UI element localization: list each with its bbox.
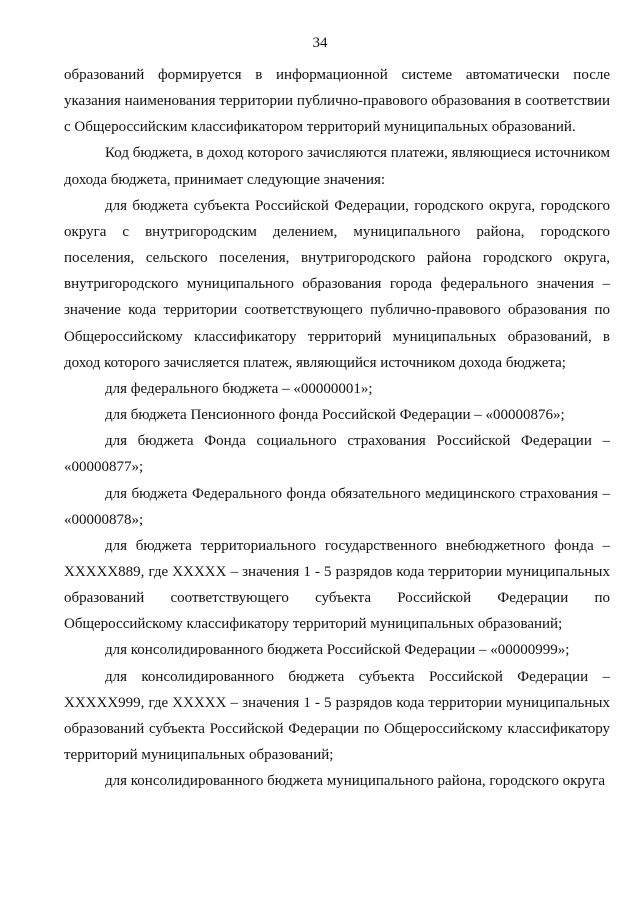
paragraph-federal-budget: для федерального бюджета – «00000001»;	[105, 380, 373, 397]
paragraph-budget-code-intro: Код бюджета, в доход которого зачисляются платежи, являющиеся источником дохода бюджета, принимает следующие значения:	[64, 145, 610, 188]
paragraph-consolidated-municipal: для консолидированного бюджета муниципального района, городского округа	[105, 773, 606, 790]
paragraph-medical-insurance-fund: для бюджета Федерального фонда обязательного медицинского страхования – «00000878»;	[64, 485, 610, 528]
paragraph-continuation: образований формируется в информационной системе автоматически после указания наименования территории публично-правового образования в соответствии с Общероссийским классификатором территорий муниципальных образований.	[64, 67, 610, 136]
page-number: 34	[312, 35, 328, 51]
paragraph-consolidated-federal: для консолидированного бюджета Российской Федерации – «00000999»;	[105, 642, 570, 659]
paragraph-consolidated-subject: для консолидированного бюджета субъекта Российской Федерации – XXXXX999, где XXXXX – значения 1 - 5 разрядов кода территории муниципальных образований субъекта Российской Федерации по Общероссийскому классификатору территорий муниципальных образований;	[64, 668, 610, 764]
document-body	[64, 62, 610, 794]
paragraph-social-insurance-fund: для бюджета Фонда социального страхования Российской Федерации – «00000877»;	[64, 433, 610, 476]
paragraph-pension-fund: для бюджета Пенсионного фонда Российской Федерации – «00000876»;	[105, 407, 565, 424]
paragraph-subject-budget: для бюджета субъекта Российской Федерации, городского округа, городского округа с внутригородским делением, муниципального района, городского поселения, сельского поселения, внутригородского района городского округа, внутригородского муниципального образования города федерального значения – значение кода территории соответствующего публично-правового образования по Общероссийскому классификатору территорий муниципальных образований, в доход которого зачисляется платеж, являющийся источником дохода бюджета;	[64, 197, 610, 371]
paragraph-territorial-fund: для бюджета территориального государственного внебюджетного фонда – XXXXX889, где XXXXX – значения 1 - 5 разрядов кода территории муниципальных образований соответствующего субъекта Российской Федерации по Общероссийскому классификатору территорий муниципальных образований;	[64, 537, 610, 633]
